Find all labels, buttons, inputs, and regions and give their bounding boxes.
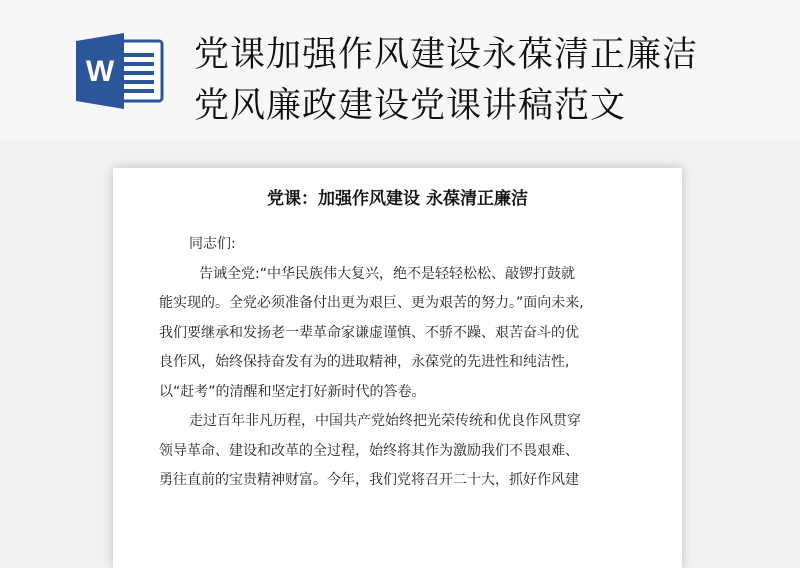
title-line-2: 党风廉政建设党课讲稿范文 (194, 86, 627, 126)
text-line: 我们要继承和发扬老一辈革命家谦虚谨慎、不骄不躁、艰苦奋斗的优 (159, 324, 579, 341)
text-line: 勇往直前的宝贵精神财富。今年，我们党将召开二十大，抓好作风建 (159, 472, 579, 488)
page-title (194, 30, 784, 132)
document-body (159, 230, 645, 496)
word-letter: W (85, 55, 115, 88)
text-line: 同志们: (189, 236, 236, 252)
text-line: 以“赶考”的清醒和坚定打好新时代的答卷。 (159, 383, 426, 400)
word-document-icon (76, 33, 166, 109)
text-line: 能实现的。全党必须准备付出更为艰巨、更为艰苦的努力。”面向未来, (159, 295, 584, 311)
title-line-1: 党课加强作风建设永葆清正廉洁 (194, 35, 699, 75)
text-line: 良作风，始终保持奋发有为的进取精神，永葆党的先进性和纯洁性, (159, 354, 570, 370)
header-banner (0, 0, 800, 140)
text-line: 走过百年非凡历程，中国共产党始终把光荣传统和优良作风贯穿 (189, 413, 581, 429)
text-line: 告诫全党:“中华民族伟大复兴，绝不是轻轻松松、敲锣打鼓就 (199, 265, 575, 282)
document-heading: 党课：加强作风建设 永葆清正廉洁 (267, 189, 528, 209)
text-line: 领导革命、建设和改革的全过程，始终将其作为激励我们不畏艰难、 (159, 442, 579, 459)
document-page (113, 168, 682, 568)
